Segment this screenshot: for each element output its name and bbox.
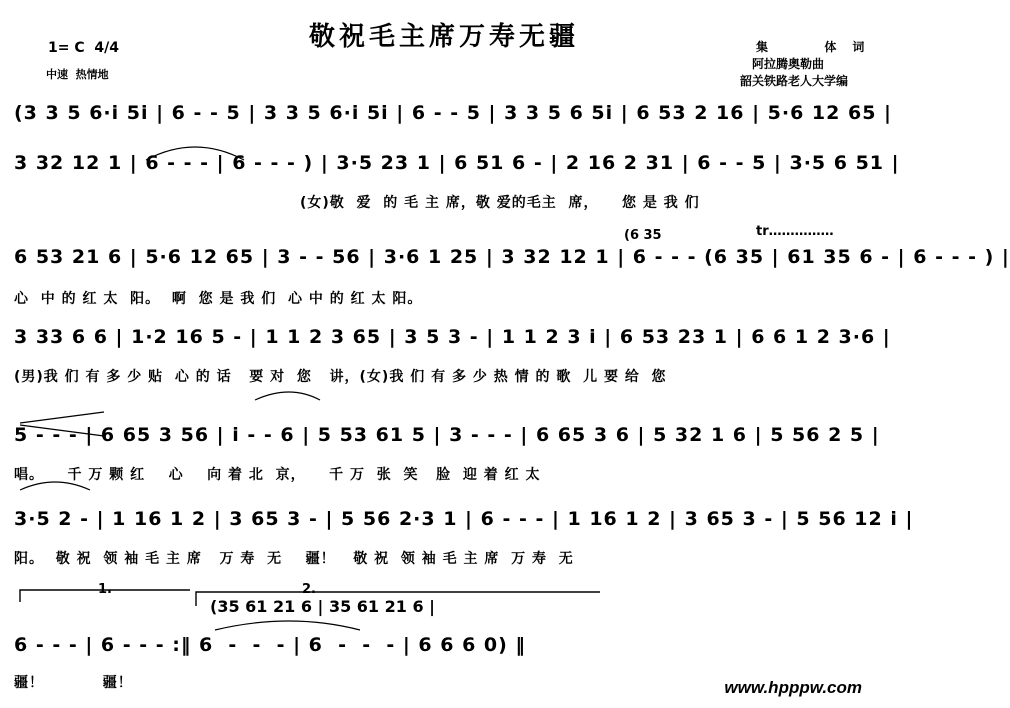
volta-1-label: 1. [98,582,112,597]
key-signature: 1= C 4/4 [48,40,119,56]
lyric-line-6: 阳。 敬 祝 领 袖 毛 主 席 万 寿 无 疆！ 敬 祝 领 袖 毛 主 席 万 寿 无 [14,551,574,567]
lyric-line-5: 唱。 千 万 颗 红 心 向 着 北 京， 千 万 张 笑 脸 迎 着 红 太 [14,467,541,483]
second-ending-notes: (35 61 21 6 | 35 61 21 6 | [210,597,435,616]
song-title: 敬祝毛主席万寿无疆 [308,22,579,52]
grace-note-ornament: (6 35 [624,228,662,243]
score-line-2: 3 32 12 1 | 6 - - - | 6 - - - ) | 3·5 23 1 | 6 51 6 - | 2 16 2 31 | 6 - - 5 | 3·5 6 51 | [14,152,900,174]
lyric-line-3: 心 中 的 红 太 阳。 啊 您 是 我 们 心 中 的 红 太 阳。 [14,291,423,307]
lyricist-credit: 集 体词 [756,40,881,54]
score-line-7: 6 - - - | 6 - - - :‖ 6 - - - | 6 - - - | 6 6 6 0) ‖ [14,634,526,656]
score-line-1: (3 3 5 6·i 5i | 6 - - 5 | 3 3 5 6·i 5i | 6 - - 5 | 3 3 5 6 5i | 6 53 2 16 | 5·6 12 65 | [14,102,892,124]
score-line-4: 3 33 6 6 | 1·2 16 5 - | 1 1 2 3 65 | 3 5 3 - | 1 1 2 3 i | 6 53 23 1 | 6 6 1 2 3·6 | [14,326,891,348]
score-line-6: 3·5 2 - | 1 16 1 2 | 3 65 3 - | 5 56 2·3 1 | 6 - - - | 1 16 1 2 | 3 65 3 - | 5 56 12 i | [14,508,914,530]
composer-credit: 阿拉腾奥勒曲 [752,57,825,71]
tie-arc [255,392,320,400]
tempo-marking: 中速 热情地 [46,68,109,81]
crescendo-hairpin-top [20,412,104,423]
lyric-line-7: 疆！ 疆！ [14,675,133,691]
volta-2-label: 2. [302,582,316,597]
watermark: www.hpppw.com [724,678,862,697]
score-line-5: 5 - - - | 6 65 3 56 | i - - 6 | 5 53 61 5 | 3 - - - | 6 65 3 6 | 5 32 1 6 | 5 56 2 5 | [14,424,880,446]
score-line-3: 6 53 21 6 | 5·6 12 65 | 3 - - 56 | 3·6 1 25 | 3 32 12 1 | 6 - - - (6 35 | 61 35 6 - | 6 - - - ) | [14,246,1010,268]
trill-mark: tr…………… [756,224,834,239]
tie-arc [215,621,360,630]
arranger-credit: 韶关铁路老人大学编 [740,74,849,88]
lyric-line-4: (男)我 们 有 多 少 贴 心 的 话 要 对 您 讲，(女)我 们 有 多 少 热 情 的 歌 儿 要 给 您 [14,369,667,385]
lyric-line-2: (女)敬 爱 的 毛 主 席，敬 爱的毛主 席， 您 是 我 们 [300,195,700,211]
